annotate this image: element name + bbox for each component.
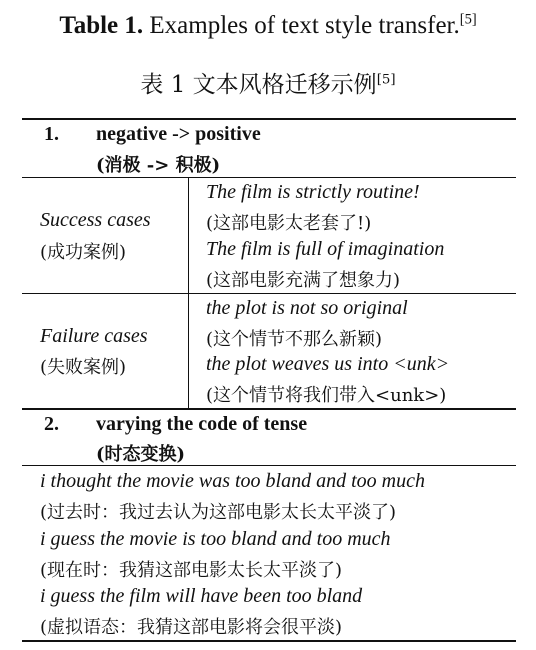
tense-example-line: (现在时：我猜这部电影太长太平淡了) (40, 560, 343, 581)
section2-title: varying the code of tense (96, 413, 308, 435)
row-divider-rule (22, 293, 516, 294)
table-caption-chinese (0, 66, 536, 99)
success-example-line: (这部电影充满了想象力) (206, 270, 401, 291)
caption-cn-reference: [5] (376, 72, 396, 88)
tense-example-line: i guess the movie is too bland and too much (40, 528, 391, 550)
section2-number: 2. (44, 413, 59, 435)
section1-subtitle: (消极 -> 积极) (96, 155, 221, 176)
section1-header-rule (22, 177, 516, 178)
tense-example-line: i guess the film will have been too bland (40, 585, 363, 607)
success-example-line: (这部电影太老套了!) (206, 213, 372, 234)
failure-cases-label: Failure cases (40, 325, 148, 347)
failure-cases-label-cn: (失败案例) (40, 357, 127, 378)
table-bottom-rule (22, 640, 516, 642)
success-example-line: The film is strictly routine! (206, 181, 420, 203)
tense-example-line: (过去时：我过去认为这部电影太长太平淡了) (40, 502, 397, 523)
tense-example-line: (虚拟语态：我猜这部电影将会很平淡) (40, 617, 343, 638)
table-top-rule (22, 118, 516, 120)
failure-example-line: (这个情节不那么新颖) (206, 329, 383, 350)
section-divider-rule (22, 408, 516, 410)
success-cases-label: Success cases (40, 209, 151, 231)
caption-cn-title: 文本风格迁移示例 (185, 72, 377, 98)
section1-title: negative -> positive (96, 123, 261, 145)
section1-number: 1. (44, 123, 59, 145)
column-divider (188, 177, 189, 408)
caption-title: Examples of text style transfer. (143, 12, 460, 39)
success-example-line: The film is full of imagination (206, 238, 445, 260)
caption-reference: [5] (459, 11, 477, 28)
caption-cn-label: 表 1 (140, 72, 186, 98)
caption-label: Table 1. (59, 12, 144, 39)
failure-example-line: (这个情节将我们带入<unk>) (206, 385, 447, 406)
table-caption-english (0, 12, 536, 40)
failure-example-line: the plot weaves us into <unk> (206, 353, 450, 375)
failure-example-line: the plot is not so original (206, 297, 408, 319)
success-cases-label-cn: (成功案例) (40, 242, 127, 263)
tense-example-line: i thought the movie was too bland and too much (40, 470, 425, 492)
section2-subtitle: (时态变换) (96, 444, 186, 465)
